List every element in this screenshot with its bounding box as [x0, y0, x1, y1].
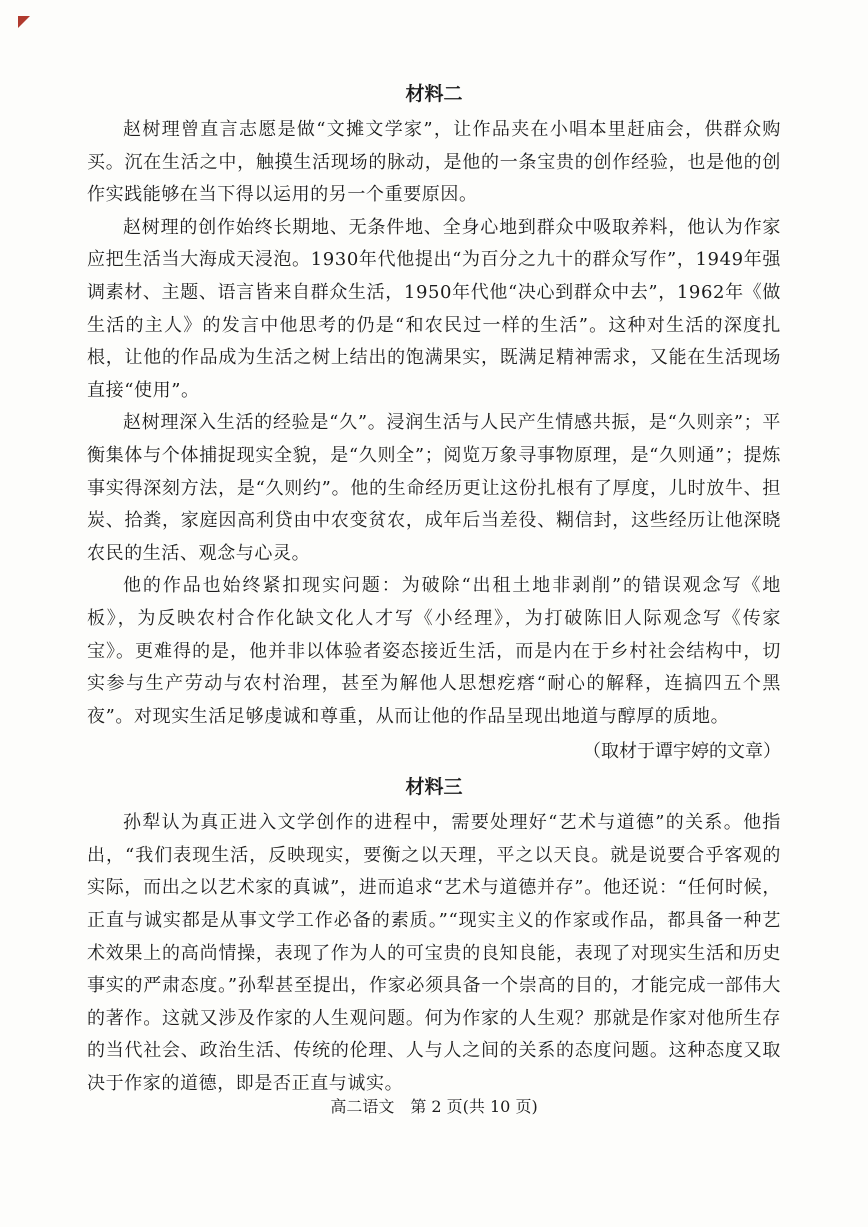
page-content — [87, 80, 781, 1101]
section3-paragraph-1: 孙犁认为真正进入文学创作的进程中，需要处理好“艺术与道德”的关系。他指出，“我们表现生活，反映现实，要衡之以天理，平之以天良。就是说要合乎客观的实际，而出之以艺术家的真诚”，进而追求“艺术与道德并存”。他还说：“任何时候，正直与诚实都是从事文学工作必备的素质。”“现实主义的作家或作品，都具备一种艺术效果上的高尚情操，表现了作为人的可宝贵的良知良能，表现了对现实生活和历史事实的严肃态度。”孙犁甚至提出，作家必须具备一个崇高的目的，才能完成一部伟大的著作。这就又涉及作家的人生观问题。何为作家的人生观？那就是作家对他所生存的当代社会、政治生活、传统的伦理、人与人之间的关系的态度问题。这种态度又取决于作家的道德，即是否正直与诚实。 — [87, 812, 781, 1095]
section2-paragraph-3: 赵树理深入生活的经验是“久”。浸润生活与人民产生情感共振，是“久则亲”；平衡集体与个体捕捉现实全貌，是“久则全”；阅览万象寻事物原理，是“久则通”；提炼事实得深刻方法，是“久则约”。他的生命经历更让这份扎根有了厚度，儿时放牛、担炭、拾粪，家庭因高利贷由中农变贫农，成年后当差役、糊信封，这些经历让他深晓农民的生活、观念与心灵。 — [87, 412, 781, 564]
section-title-material-2: 材料二 — [405, 83, 463, 105]
source-citation: （取材于谭宇婷的文章） — [583, 741, 781, 763]
section2-paragraph-2: 赵树理的创作始终长期地、无条件地、全身心地到群众中吸取养料，他认为作家应把生活当大海成天浸泡。1930年代他提出“为百分之九十的群众写作”，1949年强调素材、主题、语言皆来自群众生活，1950年代他“决心到群众中去”，1962年《做生活的主人》的发言中他思考的仍是“和农民过一样的生活”。这种对生活的深度扎根，让他的作品成为生活之树上结出的饱满果实，既满足精神需求，又能在生活现场直接“使用”。 — [87, 216, 781, 401]
section-title-material-3: 材料三 — [405, 776, 463, 799]
corner-mark-icon — [18, 16, 30, 28]
section2-paragraph-4: 他的作品也始终紧扣现实问题：为破除“出租土地非剥削”的错误观念写《地板》，为反映农村合作化缺文化人才写《小经理》，为打破陈旧人际观念写《传家宝》。更难得的是，他并非以体验者姿态接近生活，而是内在于乡村社会结构中，切实参与生产劳动与农村治理，甚至为解他人思想疙瘩“耐心的解释，连搞四五个黑夜”。对现实生活足够虔诚和尊重，从而让他的作品呈现出地道与醇厚的质地。 — [87, 575, 781, 727]
section2-paragraph-1: 赵树理曾直言志愿是做“文摊文学家”，让作品夹在小唱本里赶庙会，供群众购买。沉在生活之中，触摸生活现场的脉动，是他的一条宝贵的创作经验，也是他的创作实践能够在当下得以运用的另一个重要原因。 — [87, 119, 781, 206]
page-footer: 高二语文 第 2 页(共 10 页) — [330, 1097, 538, 1116]
